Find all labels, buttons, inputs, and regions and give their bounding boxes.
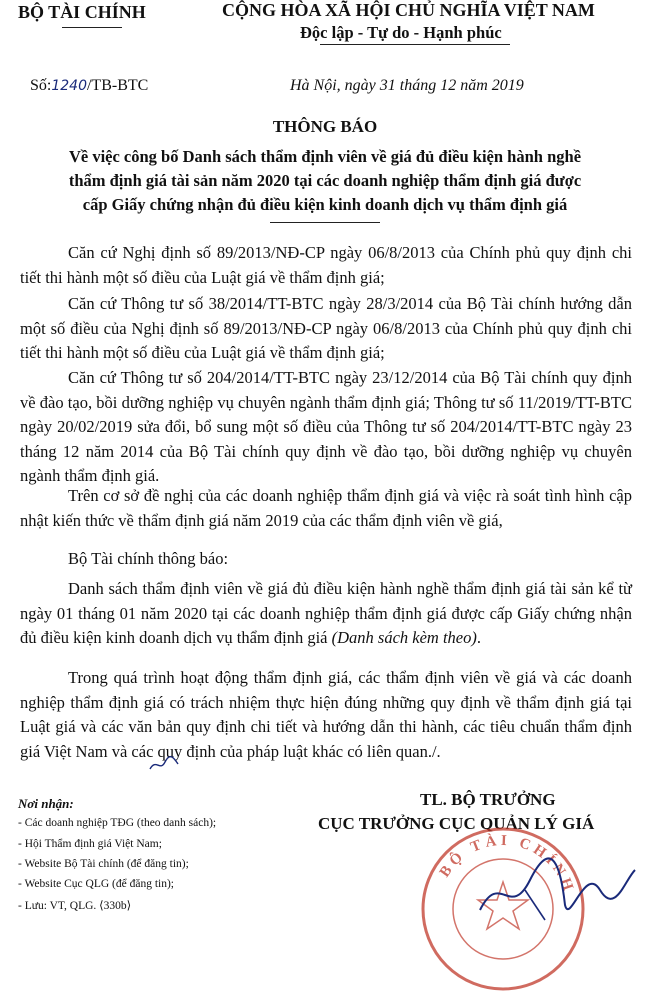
document-number-suffix: /TB-BTC <box>86 77 149 94</box>
seal-text: BỘ TÀI CHÍNH <box>436 832 578 897</box>
subject-line-2: thẩm định giá tài sản năm 2020 tại các doanh nghiệp thẩm định giá được <box>68 171 582 190</box>
document-number <box>30 77 148 95</box>
body-paragraph-1-text: Căn cứ Nghị định số 89/2013/NĐ-CP ngày 06/8/2013 của Chính phủ quy định chi tiết thi hành một số điều của Luật giá về thẩm định giá; <box>20 243 632 287</box>
recipient-item: - Website Bộ Tài chính (để đăng tin); <box>18 858 189 870</box>
subject-line-1: Về việc công bố Danh sách thẩm định viên về giá đủ điều kiện hành nghề <box>68 147 582 166</box>
subject-line-3: cấp Giấy chứng nhận đủ điều kiện kinh doanh dịch vụ thẩm định giá <box>82 195 568 214</box>
motto-underline <box>320 44 510 45</box>
body-paragraph-2-text: Căn cứ Thông tư số 38/2014/TT-BTC ngày 28/3/2014 của Bộ Tài chính hướng dẫn một số điều của Nghị định số 89/2013/NĐ-CP ngày 06/8/2013 của Chính phủ quy định chi tiết thi hành một số điều của Luật giá về thẩm định giá; <box>20 294 632 362</box>
handwritten-signature <box>470 850 640 930</box>
issuing-agency: BỘ TÀI CHÍNH <box>18 2 146 22</box>
recipients-title: Nơi nhận: <box>18 796 74 811</box>
agency-underline <box>62 27 122 28</box>
body-paragraph-4-text: Trên cơ sở đề nghị của các doanh nghiệp thẩm định giá và việc rà soát tình hình cập nhật kiến thức về thẩm định giá năm 2019 của các thẩm định viên về giá, <box>20 486 632 530</box>
recipient-item: - Các doanh nghiệp TĐG (theo danh sách); <box>18 817 217 829</box>
body-paragraph-5-text: Bộ Tài chính thông báo: <box>68 549 229 568</box>
body-paragraph-7 <box>20 666 632 764</box>
body-paragraph-3 <box>20 366 632 489</box>
national-motto: Độc lập - Tự do - Hạnh phúc <box>300 23 502 42</box>
document-number-handwritten: 1240 <box>51 78 87 94</box>
subject-underline <box>270 222 380 223</box>
body-paragraph-1 <box>20 241 632 290</box>
body-paragraph-4 <box>20 484 632 533</box>
initial-squiggle <box>148 754 180 774</box>
recipient-item: - Website Cục QLG (để đăng tin); <box>18 878 174 890</box>
national-title: CỘNG HÒA XÃ HỘI CHỦ NGHĨA VIỆT NAM <box>222 0 595 20</box>
body-paragraph-6-end: . <box>476 628 481 647</box>
document-type: THÔNG BÁO <box>272 117 378 136</box>
body-paragraph-6-italic: (Danh sách kèm theo) <box>331 628 477 647</box>
signer-authority: TL. BỘ TRƯỞNG <box>420 790 556 809</box>
body-paragraph-2 <box>20 292 632 366</box>
body-paragraph-7-text: Trong quá trình hoạt động thẩm định giá, các thẩm định viên về giá và các doanh nghiệp thẩm định giá có trách nhiệm thực hiện đúng những quy định về thẩm định giá tại Luật giá và các văn bản quy định chi tiết và hướng dẫn thi hành, các tiêu chuẩn thẩm định giá Việt Nam và các quy định của pháp luật khác có liên quan./. <box>20 668 632 761</box>
body-paragraph-6-text: Danh sách thẩm định viên về giá đủ điều kiện hành nghề thẩm định giá tài sản kể từ ngày 01 tháng 01 năm 2020 tại các doanh nghiệp thẩm định giá được cấp Giấy chứng nhận đủ điều kiện kinh doanh dịch vụ thẩm định giá <box>20 579 632 647</box>
body-paragraph-6 <box>20 577 632 651</box>
body-paragraph-5 <box>20 547 632 572</box>
document-number-prefix: Số: <box>30 77 52 94</box>
recipient-item: - Lưu: VT, QLG. ⟨330b⟩ <box>18 900 132 912</box>
recipient-item: - Hội Thẩm định giá Việt Nam; <box>18 838 162 850</box>
signer-title: CỤC TRƯỞNG CỤC QUẢN LÝ GIÁ <box>318 814 595 833</box>
body-paragraph-3-text: Căn cứ Thông tư số 204/2014/TT-BTC ngày 23/12/2014 của Bộ Tài chính quy định về đào tạo, bồi dưỡng nghiệp vụ chuyên ngành thẩm định giá; Thông tư số 11/2019/TT-BTC ngày 20/02/2019 sửa đổi, bổ sung một số điều của Thông tư số 204/2014/TT-BTC ngày 23 tháng 12 năm 2014 của Bộ Tài chính quy định về đào tạo, bồi dưỡng nghiệp vụ chuyên ngành thẩm định giá. <box>20 368 632 485</box>
place-and-date: Hà Nội, ngày 31 tháng 12 năm 2019 <box>290 77 524 94</box>
